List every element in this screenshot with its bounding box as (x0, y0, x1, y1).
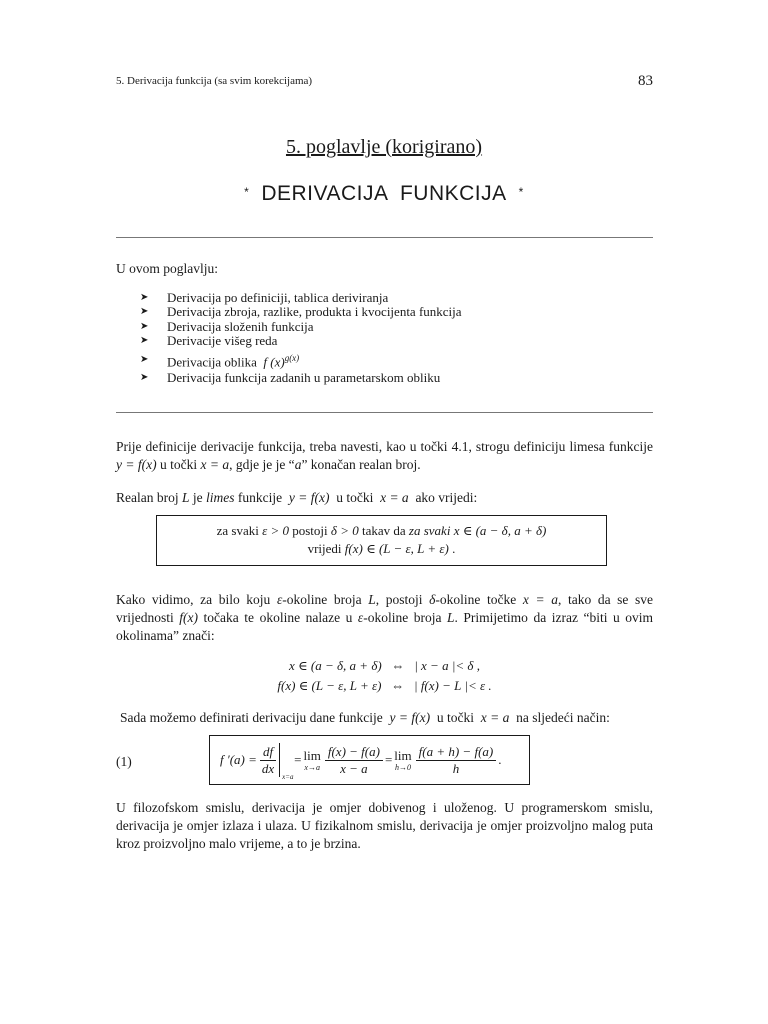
main-title (0, 182, 768, 206)
box-line-1: za svaki ε > 0 postoji δ > 0 takav da za svaki x ∈ (a − δ, a + δ) (216, 523, 547, 538)
list-item: ➤ Derivacija oblika f $(x)^{g(x)}$ (140, 352, 300, 369)
paragraph-limit-intro: Prije definicije derivacije funkcija, treba navesti, kao u točki 4.1, strogu definiciju limesa funkcije y = f(x) u točki x = a, gdje je je “a” konačan realan broj. (116, 439, 653, 472)
df-dx-fraction: $\frac{df}{dx}$ (261, 743, 275, 776)
arrow-bullet-icon: ➤ (140, 292, 149, 303)
paragraph-limit-definition: Realan broj L je limes funkcije y = f(x) u točki x = a ako vrijedi: (116, 490, 478, 505)
list-item: ➤ Derivacija funkcija zadanih u parametarskom obliku (140, 369, 441, 385)
limit-h-to-0: lim h→0 (394, 748, 412, 772)
arrow-bullet-icon: ➤ (140, 306, 149, 318)
box-line-2: vrijedi f(x) ∈ (L − ε, L + ε) . (307, 541, 456, 556)
equation-number: (1) (116, 754, 132, 769)
topic-list (140, 291, 462, 385)
equivalence-1: x ∈ (a − δ, a + δ) ⇔ | x − a |< δ , (289, 658, 480, 673)
difference-quotient-2: $\frac{f(a + h) - f(a)}{h}$ (416, 744, 497, 777)
running-head: 5. Derivacija funkcija (sa svim korekcijama) (116, 75, 313, 87)
difference-quotient-1: $\frac{f(x) - f(a)}{x - a}$ (325, 744, 383, 777)
intro-heading: U ovom poglavlju: (116, 261, 218, 276)
arrow-bullet-icon: ➤ (140, 371, 149, 383)
limit-definition-box (156, 515, 607, 566)
main-title-text: DERIVACIJA FUNKCIJA (261, 182, 507, 205)
chapter-title: 5. poglavlje (korigirano) (285, 136, 483, 158)
limit-x-to-a: lim x→a (303, 748, 321, 772)
paragraph-derivative-intro: Sada možemo definirati derivaciju dane funkcije y = f(x) u točki x = a na sljedeći način: (120, 710, 610, 725)
divider-bottom (116, 412, 653, 413)
derivative-formula: f ′(a) = $\frac{df}{dx}$ x=a = lim x→a $\frac{f(x) - f(a)}{x - a}$ = lim h→0 $\frac{f(a + h) - f(a)}{h}$ . (220, 743, 502, 781)
list-item: ➤ Derivacija zbroja, razlike, produkta i kvocijenta funkcija (140, 304, 462, 320)
derivative-definition-box (209, 735, 530, 785)
list-item: ➤ Derivacija po definiciji, tablica deriviranja (140, 290, 389, 305)
divider-top (116, 237, 653, 238)
star-right: * (518, 185, 524, 200)
arrow-bullet-icon: ➤ (140, 320, 149, 332)
equivalence-2: f(x) ∈ (L − ε, L + ε) ⇔ | f(x) − L |< ε . (277, 678, 492, 693)
arrow-bullet-icon: ➤ (140, 335, 149, 347)
formula-fx: f (x) (263, 353, 285, 369)
list-item: ➤ Derivacije višeg reda (140, 333, 278, 349)
star-left: * (244, 185, 250, 200)
paragraph-interpretation: U filozofskom smislu, derivacija je omjer dobivenog i uloženog. U programerskom smislu, derivacija je omjer izlaza i ulaza. U fizikalnom smislu, derivacija je omjer proizvoljno malog puta kroz proizvoljno malo vrijeme, a to je brzina. (116, 800, 653, 851)
paragraph-neighbourhoods: Kako vidimo, za bilo koju ε-okoline broja L, postoji δ-okoline točke x = a, tako da se sve vrijednosti f(x) točaka te okoline nalaze u ε-okoline broja L. Primijetimo da izraz “biti u ovim okolinama” znači: (116, 592, 654, 643)
formula-gx: g(x) (284, 352, 300, 363)
list-item: ➤ Derivacija složenih funkcija (140, 318, 314, 334)
page-number: 83 (638, 73, 653, 89)
arrow-bullet-icon: ➤ (140, 353, 149, 365)
